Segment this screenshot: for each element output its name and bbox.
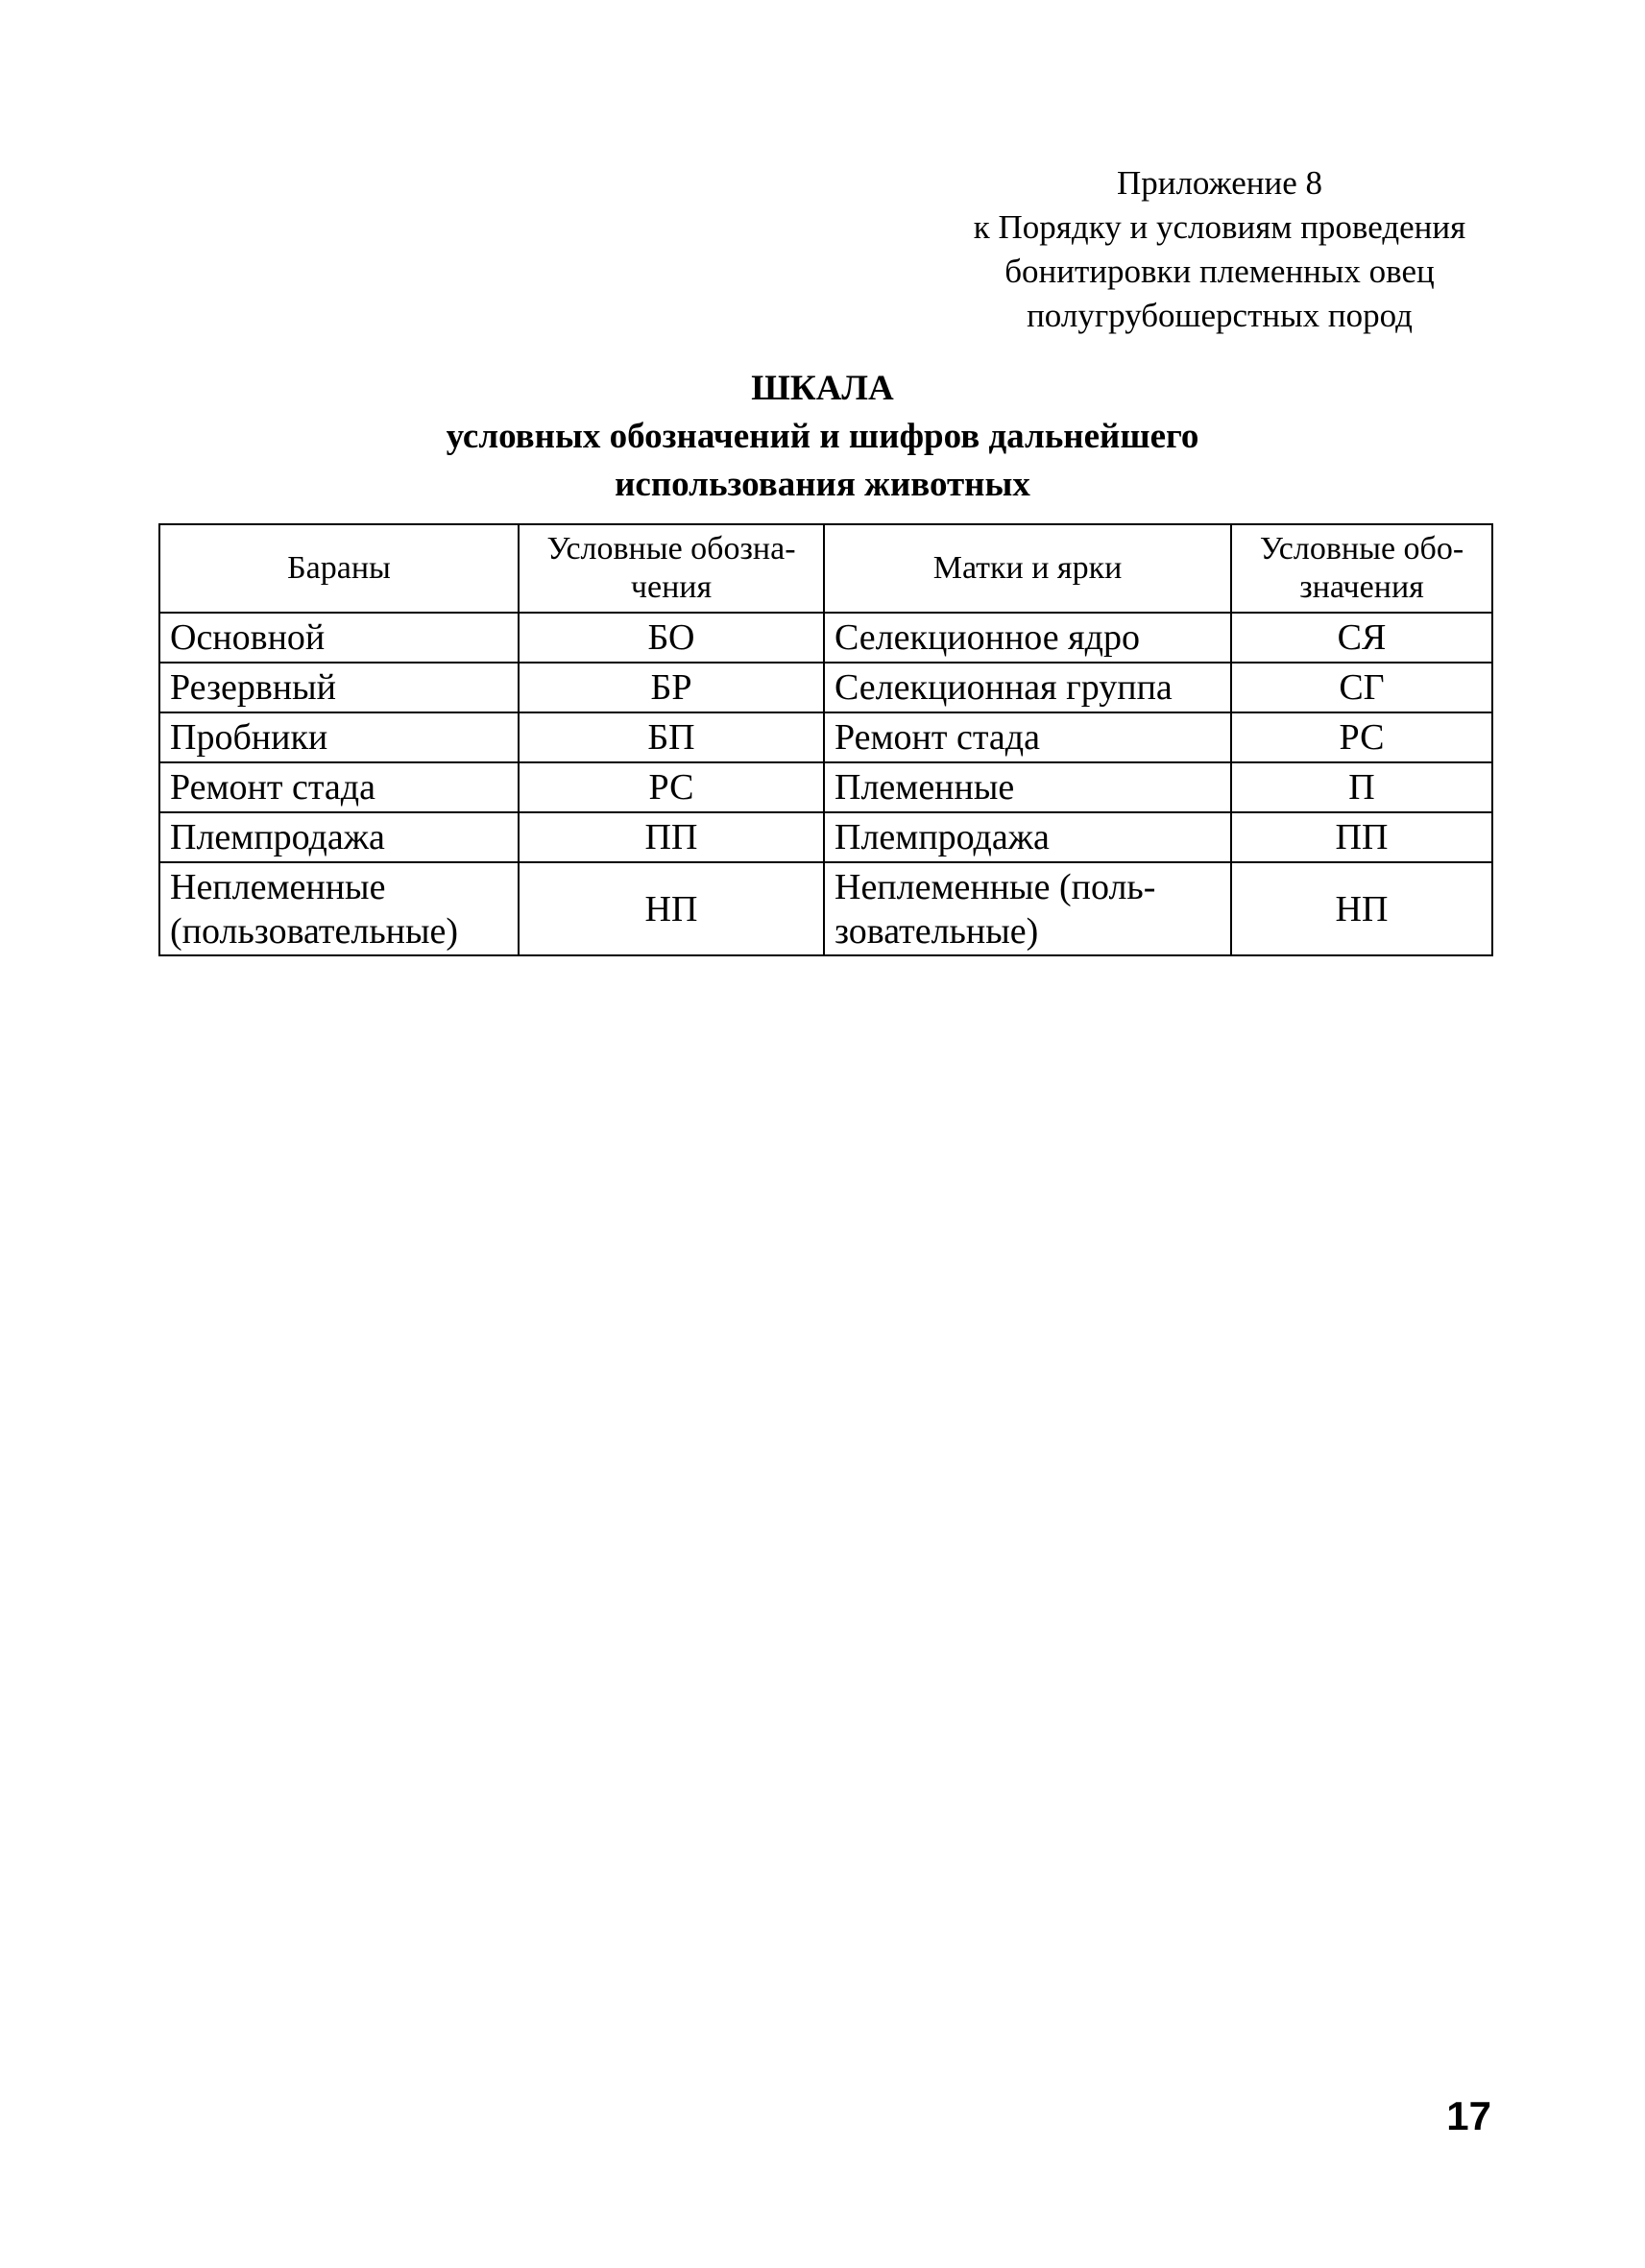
table-row xyxy=(159,663,1492,712)
ram-code: ПП xyxy=(519,812,824,862)
title-subtitle-line: условных обозначений и шифров дальнейшего xyxy=(446,417,1199,456)
ewe-category: Селекционное ядро xyxy=(824,613,1231,663)
header-line: чения xyxy=(630,569,713,605)
ewe-category: Племенные xyxy=(824,762,1231,812)
ewe-code: РС xyxy=(1231,712,1492,762)
ram-category: Пробники xyxy=(159,712,519,762)
header-ewes: Матки и ярки xyxy=(824,524,1231,613)
cell-line: Неплеменные (поль- xyxy=(835,866,1156,907)
ewe-code: СЯ xyxy=(1231,613,1492,663)
header-ewes-codes xyxy=(1231,524,1492,613)
title-subtitle-line: использования животных xyxy=(615,465,1030,504)
ewe-code: ПП xyxy=(1231,812,1492,862)
table-row xyxy=(159,862,1492,955)
ram-code: БР xyxy=(519,663,824,712)
header-line: Условные обозна- xyxy=(546,531,796,567)
header-rams: Бараны xyxy=(159,524,519,613)
header-line: значения xyxy=(1299,569,1424,605)
ram-category: Ремонт стада xyxy=(159,762,519,812)
ram-code: РС xyxy=(519,762,824,812)
ewe-category: Селекционная группа xyxy=(824,663,1231,712)
document-title xyxy=(0,365,1645,509)
cell-line: (пользовательные) xyxy=(170,910,459,952)
cell-line: зовательные) xyxy=(835,910,1039,952)
page-number: 17 xyxy=(1446,2093,1491,2138)
appendix-line: к Порядку и условиям проведения xyxy=(973,208,1466,246)
header-line: Условные обо- xyxy=(1259,531,1464,567)
table-row xyxy=(159,812,1492,862)
designations-table xyxy=(158,523,1493,956)
appendix-line: Приложение 8 xyxy=(1116,164,1323,202)
title-main: ШКАЛА xyxy=(751,369,894,408)
table-row xyxy=(159,613,1492,663)
ram-code: БП xyxy=(519,712,824,762)
ram-category: Резервный xyxy=(159,663,519,712)
cell-line: Неплеменные xyxy=(170,866,386,907)
header-rams-codes xyxy=(519,524,824,613)
ram-category: Племпродажа xyxy=(159,812,519,862)
ewe-category: Ремонт стада xyxy=(824,712,1231,762)
table-row xyxy=(159,762,1492,812)
ewe-code: СГ xyxy=(1231,663,1492,712)
ewe-code: НП xyxy=(1231,862,1492,955)
table-row xyxy=(159,712,1492,762)
ewe-category: Племпродажа xyxy=(824,812,1231,862)
ram-category xyxy=(159,862,519,955)
ram-category: Основной xyxy=(159,613,519,663)
ewe-category xyxy=(824,862,1231,955)
ram-code: БО xyxy=(519,613,824,663)
appendix-line: полугрубошерстных пород xyxy=(1027,297,1413,334)
ewe-code: П xyxy=(1231,762,1492,812)
ram-code: НП xyxy=(519,862,824,955)
table-header-row xyxy=(159,524,1492,613)
appendix-line: бонитировки племенных овец xyxy=(1004,253,1435,290)
appendix-reference xyxy=(922,161,1517,338)
